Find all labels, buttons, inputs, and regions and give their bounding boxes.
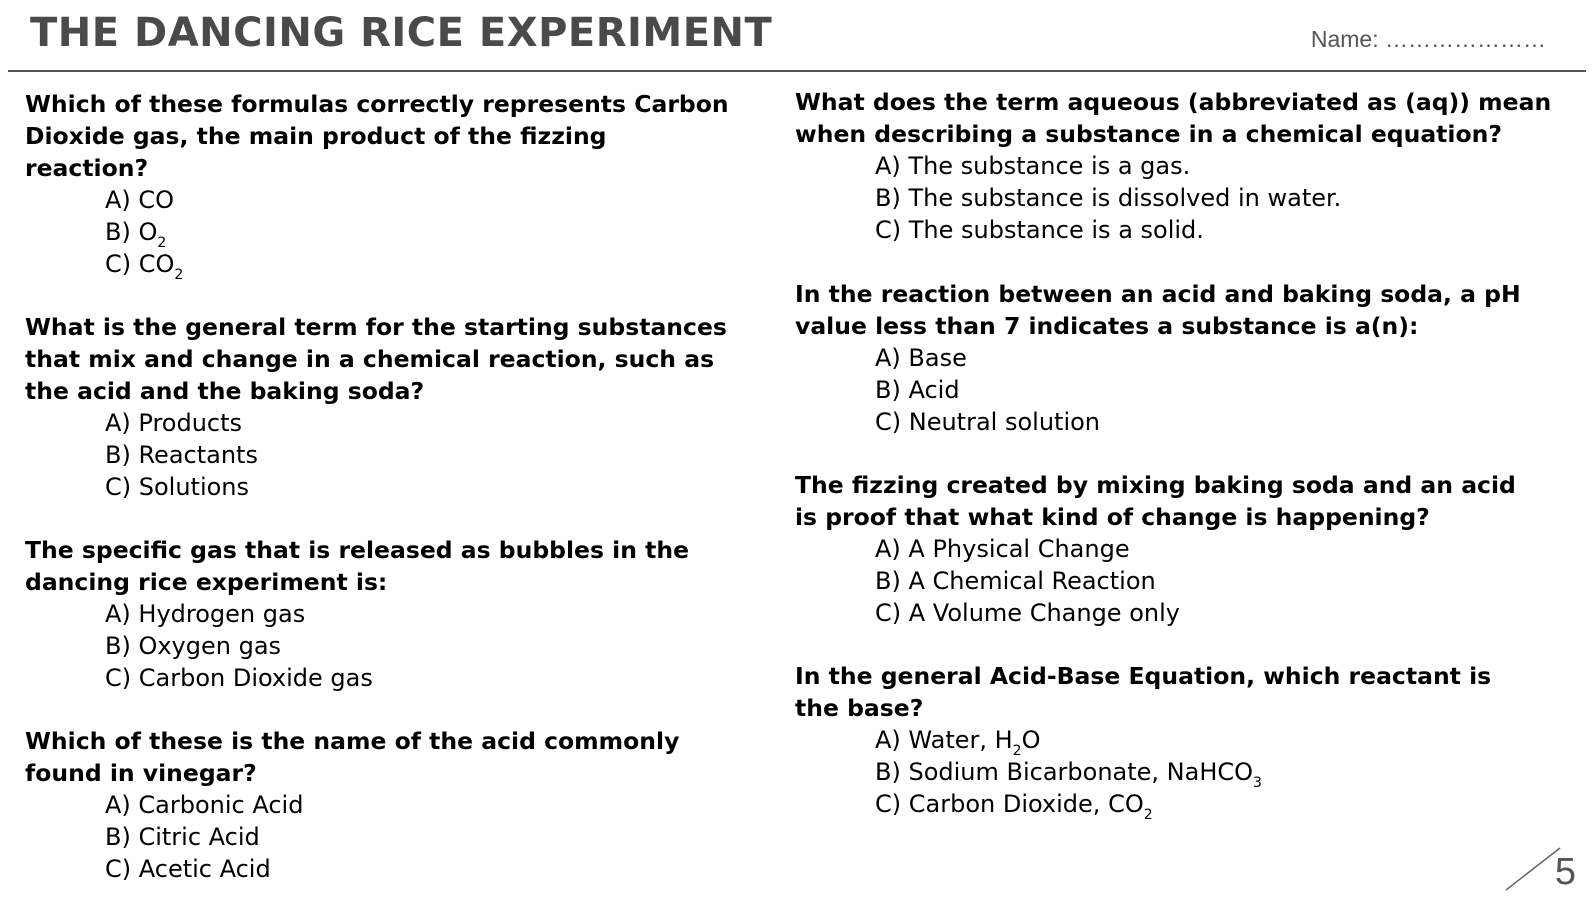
subscript: 3 (1253, 775, 1262, 791)
question-text: What is the general term for the starting substances (25, 313, 727, 341)
question-text: The fizzing created by mixing baking soda and an acid (795, 471, 1516, 499)
question-text: Which of these is the name of the acid commonly (25, 727, 680, 755)
option-text: A) Water, H (875, 726, 1013, 754)
subscript: 2 (1012, 743, 1022, 759)
option-text: C) Carbon Dioxide, CO (875, 790, 1144, 818)
answer-option (105, 662, 689, 694)
option-text: B) O (105, 218, 158, 246)
option-text: A) The substance is a gas. (875, 152, 1191, 180)
question-text: Which of these formulas correctly represents Carbon (25, 90, 729, 118)
question-text: In the general Acid-Base Equation, which reactant is (795, 662, 1492, 690)
answer-option (875, 214, 1551, 246)
question-text: value less than 7 indicates a substance is a(n): (795, 312, 1419, 340)
answer-option (875, 724, 1491, 759)
question-text: is proof that what kind of change is happening? (795, 503, 1430, 531)
option-text: B) Reactants (105, 441, 258, 469)
answer-option (875, 756, 1491, 791)
option-text: B) The substance is dissolved in water. (875, 184, 1342, 212)
question-text: that mix and change in a chemical reaction, such as (25, 345, 715, 373)
answer-option (875, 182, 1551, 214)
answer-option (875, 597, 1516, 629)
question-block (795, 660, 1492, 823)
subscript: 2 (174, 267, 184, 283)
option-text: C) Acetic Acid (105, 855, 271, 883)
option-text: A) Base (875, 344, 967, 372)
answer-option (105, 853, 679, 885)
answer-option (875, 788, 1491, 823)
answer-options (25, 789, 679, 885)
option-text: B) Acid (875, 376, 960, 404)
option-text: B) Sodium Bicarbonate, NaHCO (875, 758, 1254, 786)
answer-option (105, 216, 729, 251)
answer-option (105, 407, 727, 439)
answer-options (25, 184, 729, 283)
question-text: dancing rice experiment is: (25, 568, 388, 596)
answer-option (875, 533, 1516, 565)
option-text: B) A Chemical Reaction (875, 567, 1156, 595)
answer-options (795, 342, 1521, 438)
question-block (795, 469, 1516, 629)
question-text: the acid and the baking soda? (25, 377, 425, 405)
option-text: A) Carbonic Acid (105, 791, 304, 819)
option-text: A) CO (105, 186, 175, 214)
answer-option (105, 439, 727, 471)
option-text: C) Carbon Dioxide gas (105, 664, 373, 692)
answer-option (875, 374, 1521, 406)
name-field: Name: ………………… (1310, 26, 1546, 52)
option-text: B) Oxygen gas (105, 632, 282, 660)
question-text: when describing a substance in a chemical equation? (795, 120, 1502, 148)
answer-option (105, 821, 679, 853)
answer-option (105, 248, 729, 283)
answer-option (105, 598, 689, 630)
answer-option (875, 406, 1521, 438)
option-text: C) CO (105, 250, 175, 278)
question-block (25, 725, 679, 885)
question-block (25, 534, 689, 694)
question-text: The specific gas that is released as bubbles in the (25, 536, 690, 564)
answer-option (105, 471, 727, 503)
option-text: C) The substance is a solid. (875, 216, 1204, 244)
question-block (795, 86, 1551, 246)
subscript: 2 (1143, 807, 1153, 823)
answer-option (105, 630, 689, 662)
question-block (25, 311, 727, 503)
option-text: A) Products (105, 409, 243, 437)
answer-options (25, 407, 727, 503)
subscript: 2 (157, 235, 167, 251)
option-text: A) A Physical Change (875, 535, 1130, 563)
answer-options (25, 598, 689, 694)
question-block (795, 278, 1521, 438)
question-text: Dioxide gas, the main product of the fizzing (25, 122, 607, 150)
page-number: 5 (1554, 851, 1576, 893)
option-text: C) Solutions (105, 473, 250, 501)
option-text-suffix: O (1021, 726, 1041, 754)
answer-option (875, 342, 1521, 374)
answer-option (875, 565, 1516, 597)
question-text: In the reaction between an acid and baking soda, a pH (795, 280, 1521, 308)
question-text: reaction? (25, 154, 149, 182)
option-text: B) Citric Acid (105, 823, 260, 851)
answer-options (795, 150, 1551, 246)
option-text: C) A Volume Change only (875, 599, 1180, 627)
answer-options (795, 533, 1516, 629)
question-text: found in vinegar? (25, 759, 257, 787)
option-text: A) Hydrogen gas (105, 600, 306, 628)
answer-option (105, 789, 679, 821)
option-text: C) Neutral solution (875, 408, 1100, 436)
page-title: THE DANCING RICE EXPERIMENT (30, 10, 773, 56)
question-block (25, 88, 729, 283)
answer-option (875, 150, 1551, 182)
page-corner-mark (1494, 812, 1594, 912)
question-text: What does the term aqueous (abbreviated as (aq)) mean (795, 88, 1552, 116)
answer-options (795, 724, 1491, 823)
question-text: the base? (795, 694, 924, 722)
answer-option (105, 184, 729, 216)
page-header (8, 0, 1586, 72)
